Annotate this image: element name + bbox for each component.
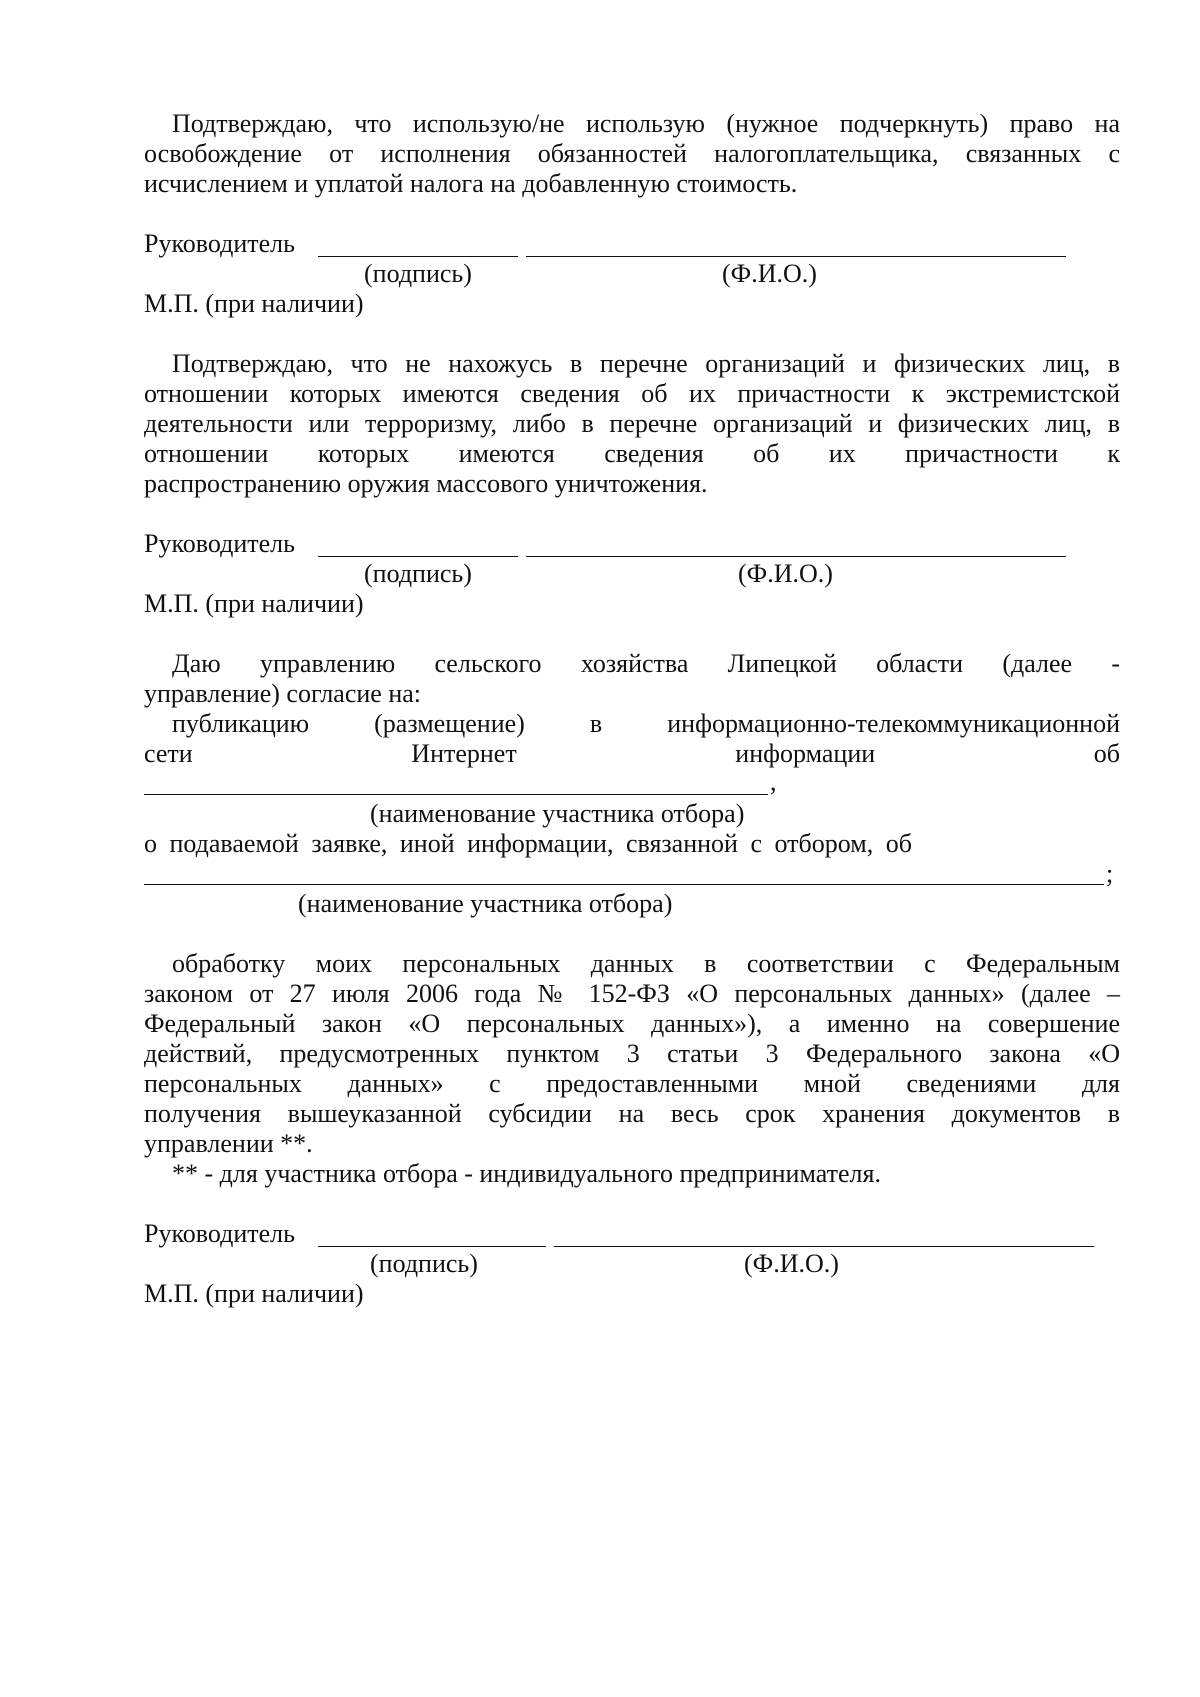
personal-data-text-line: получения вышеуказанной субсидии на весь срок хранения документов в [144,1099,1120,1128]
full-name-caption: (Ф.И.О.) [738,559,833,588]
signature-label: Руководитель [144,529,295,558]
stamp-place-label: М.П. (при наличии) [144,289,364,318]
participant-name-field-line[interactable] [144,884,1104,885]
vat-exemption-text-line: исчислением и уплатой налога на добавленную стоимость. [144,169,798,198]
stamp-place-label: М.П. (при наличии) [144,1279,364,1308]
non-listing-text-line: отношении которых имеются сведения об их причастности к экстремистской [144,379,1120,408]
personal-data-text-line: персональных данных» с предоставленными мной сведениями для [144,1069,1120,1098]
footnote: ** - для участника отбора - индивидуального предпринимателя. [172,1159,881,1188]
personal-data-text-line: Федеральный закон «О персональных данных»), а именно на совершение [144,1009,1120,1038]
vat-exemption-text-line: Подтверждаю, что использую/не использую (нужное подчеркнуть) право на [172,109,1120,138]
about-application-line: о подаваемой заявке, иной информации, связанной с отбором, об [144,829,912,858]
non-listing-text-line: Подтверждаю, что не нахожусь в перечне организаций и физических лиц, в [172,349,1120,378]
full-name-caption: (Ф.И.О.) [722,259,817,288]
consent-text-line: управление) согласие на: [144,679,421,708]
semicolon-mark: ; [1106,859,1114,888]
personal-data-text-line: законом от 27 июля 2006 года № 152-ФЗ «О персональных данных» (далее – [144,979,1120,1008]
signature-caption: (подпись) [364,259,472,288]
signature-caption: (подпись) [364,559,472,588]
stamp-place-label: М.П. (при наличии) [144,589,364,618]
personal-data-text-line: действий, предусмотренных пунктом 3 статьи 3 Федерального закона «О [144,1039,1120,1068]
comma-mark: , [770,767,777,796]
signature-caption: (подпись) [370,1249,478,1278]
signature-field-line[interactable] [318,1246,546,1247]
signature-label: Руководитель [144,1219,295,1248]
signature-field-line[interactable] [318,256,518,257]
consent-text-line: публикацию (размещение) в информационно-телекоммуникационной [172,709,1120,738]
participant-name-caption: (наименование участника отбора) [298,889,673,918]
personal-data-text-line: управлении **. [144,1129,313,1158]
signature-label: Руководитель [144,229,295,258]
full-name-field-line[interactable] [554,1246,1094,1247]
signature-field-line[interactable] [318,556,518,557]
personal-data-text-line: обработку моих персональных данных в соответствии с Федеральным [172,949,1120,978]
consent-text-line: Даю управлению сельского хозяйства Липецкой области (далее - [172,649,1120,678]
participant-name-field-line[interactable] [144,794,768,795]
participant-name-caption: (наименование участника отбора) [370,799,745,828]
non-listing-text-line: отношении которых имеются сведения об их причастности к [144,439,1120,468]
vat-exemption-text-line: освобождение от исполнения обязанностей налогоплательщика, связанных с [144,139,1120,168]
consent-text-line: сети Интернет информации об [144,739,1120,768]
full-name-field-line[interactable] [526,256,1066,257]
non-listing-text-line: распространению оружия массового уничтожения. [144,469,708,498]
full-name-caption: (Ф.И.О.) [744,1249,839,1278]
non-listing-text-line: деятельности или терроризму, либо в перечне организаций и физических лиц, в [144,409,1120,438]
full-name-field-line[interactable] [526,556,1066,557]
